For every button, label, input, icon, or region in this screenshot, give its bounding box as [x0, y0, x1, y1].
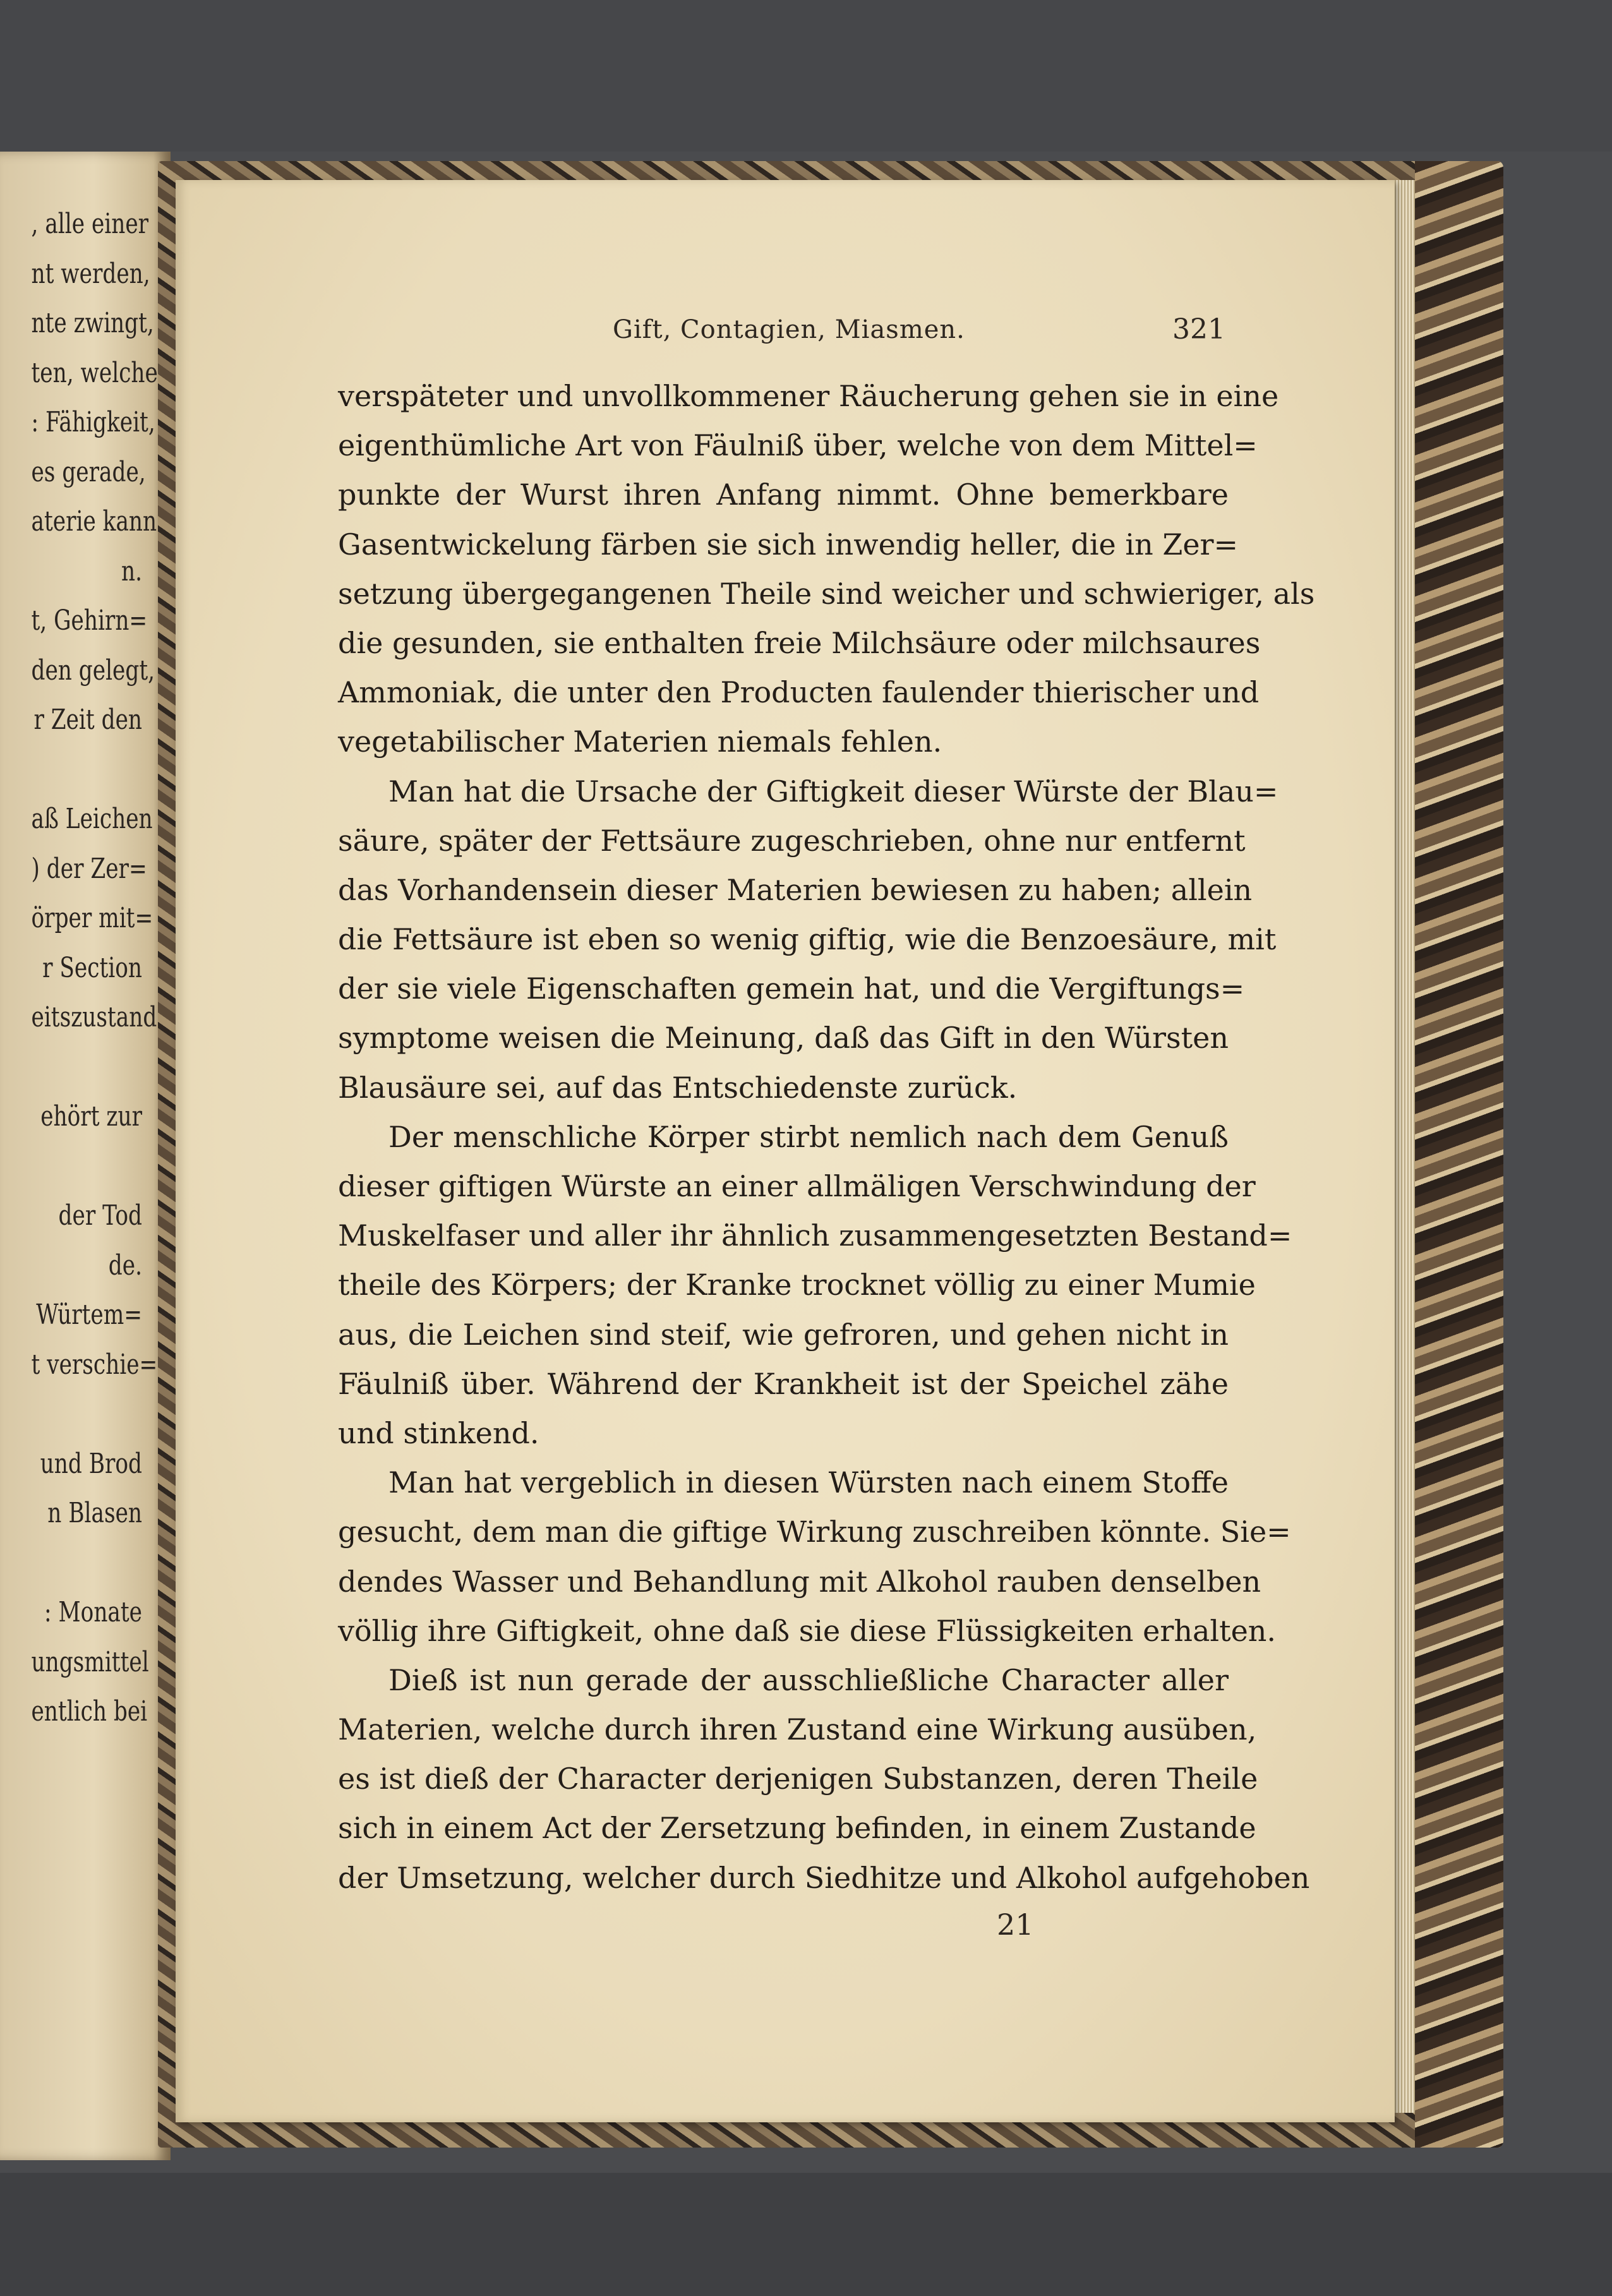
text-line: das Vorhandensein dieser Materien bewiesen zu haben; allein — [338, 872, 1253, 907]
text-line: Der menschliche Körper stirbt nemlich nach dem Genuß — [388, 1119, 1229, 1154]
text-line: aus, die Leichen sind steif, wie gefroren, und gehen nicht in — [338, 1317, 1229, 1352]
previous-page-line: : Monate — [44, 1596, 142, 1628]
previous-page-line: nt werden, — [31, 257, 150, 290]
scanner-backdrop-top — [0, 0, 1612, 152]
previous-page-line: nte zwingt, — [31, 307, 154, 339]
previous-page-line: aterie kann — [31, 505, 157, 538]
text-line: die Fettsäure ist eben so wenig giftig, wie die Benzoesäure, mit — [338, 922, 1277, 957]
text-line: die gesunden, sie enthalten freie Milchsäure oder milchsaures — [338, 625, 1261, 660]
previous-page-line: n. — [121, 555, 142, 587]
previous-page-line: n Blasen — [47, 1497, 142, 1529]
previous-page-line: ) der Zer= — [31, 852, 147, 885]
previous-page-line: es gerade, — [31, 455, 146, 488]
text-line: Ammoniak, die unter den Producten faulender thierischer und — [338, 675, 1260, 710]
text-line: punkte der Wurst ihren Anfang nimmt. Ohne bemerkbare — [338, 478, 1229, 512]
text-line: Dieß ist nun gerade der ausschließliche Character aller — [388, 1662, 1229, 1697]
previous-page-line: r Section — [42, 951, 142, 984]
text-line: säure, später der Fettsäure zugeschrieben, ohne nur entfernt — [338, 823, 1246, 858]
previous-page-line: t verschie= — [31, 1348, 158, 1381]
previous-page-line: ten, welche — [31, 356, 158, 389]
scanner-backdrop-bottom — [0, 2173, 1612, 2296]
previous-page-line: , alle einer — [31, 208, 149, 240]
previous-page-line: ungsmittel — [31, 1645, 149, 1678]
body-text — [338, 371, 1315, 1902]
signature-mark: 21 — [997, 1908, 1034, 1942]
text-line: Materien, welche durch ihren Zustand eine Wirkung ausüben, — [338, 1712, 1257, 1747]
previous-page-line: entlich bei — [31, 1695, 148, 1728]
previous-page-line: : Fähigkeit, — [31, 406, 155, 438]
text-line: dieser giftigen Würste an einer allmäligen Verschwindung der — [338, 1169, 1256, 1203]
previous-page-line: de. — [108, 1249, 142, 1282]
text-line: Man hat vergeblich in diesen Würsten nach einem Stoffe — [388, 1465, 1229, 1500]
previous-page-line: örper mit= — [31, 902, 153, 934]
text-line: der Umsetzung, welcher durch Siedhitze und Alkohol aufgehoben — [338, 1860, 1310, 1895]
previous-page-line: ehört zur — [40, 1100, 142, 1133]
text-line: es ist dieß der Character derjenigen Substanzen, deren Theile — [338, 1762, 1258, 1796]
text-line: vegetabilischer Materien niemals fehlen. — [338, 724, 942, 759]
text-line: Fäulniß über. Während der Krankheit ist der Speichel zähe — [338, 1366, 1229, 1401]
previous-page-line: eitszustand — [31, 1001, 157, 1033]
marbled-binding — [1415, 161, 1503, 2148]
text-line: gesucht, dem man die giftige Wirkung zuschreiben könnte. Sie= — [338, 1515, 1291, 1549]
page-number: 321 — [1172, 313, 1225, 346]
text-line: Gasentwickelung färben sie sich inwendig heller, die in Zer= — [338, 527, 1239, 562]
text-line: dendes Wasser und Behandlung mit Alkohol rauben denselben — [338, 1564, 1261, 1599]
text-line: völlig ihre Giftigkeit, ohne daß sie diese Flüssigkeiten erhalten. — [338, 1613, 1277, 1648]
text-line: und stinkend. — [338, 1415, 539, 1450]
text-line: setzung übergegangenen Theile sind weicher und schwieriger, als — [338, 576, 1315, 611]
previous-page-line: Würtem= — [36, 1299, 142, 1331]
text-line: theile des Körpers; der Kranke trocknet völlig zu einer Mumie — [338, 1268, 1256, 1302]
running-title: Gift, Contagien, Miasmen. — [613, 315, 965, 344]
previous-page-line: der Tod — [58, 1199, 142, 1232]
previous-page-line: t, Gehirn= — [31, 604, 148, 637]
text-line: Man hat die Ursache der Giftigkeit dieser Würste der Blau= — [388, 774, 1278, 808]
previous-page-line: den gelegt, — [31, 654, 155, 687]
running-head — [575, 311, 1225, 349]
text-line: verspäteter und unvollkommener Räucherung gehen sie in eine — [338, 379, 1279, 413]
text-line: sich in einem Act der Zersetzung befinden, in einem Zustande — [338, 1811, 1256, 1846]
text-line: Blausäure sei, auf das Entschiedenste zurück. — [338, 1070, 1018, 1105]
previous-page-text — [0, 152, 171, 2160]
text-line: der sie viele Eigenschaften gemein hat, und die Vergiftungs= — [338, 971, 1245, 1006]
text-line: symptome weisen die Meinung, daß das Gift in den Würsten — [338, 1021, 1229, 1055]
previous-page-line: und Brod — [40, 1447, 142, 1480]
previous-page-edge — [0, 152, 171, 2160]
previous-page-line: aß Leichen — [31, 803, 153, 835]
text-line: eigenthümliche Art von Fäulniß über, welche von dem Mittel= — [338, 428, 1258, 463]
previous-page-line: r Zeit den — [33, 704, 142, 736]
text-line: Muskelfaser und aller ihr ähnlich zusammengesetzten Bestand= — [338, 1218, 1292, 1253]
